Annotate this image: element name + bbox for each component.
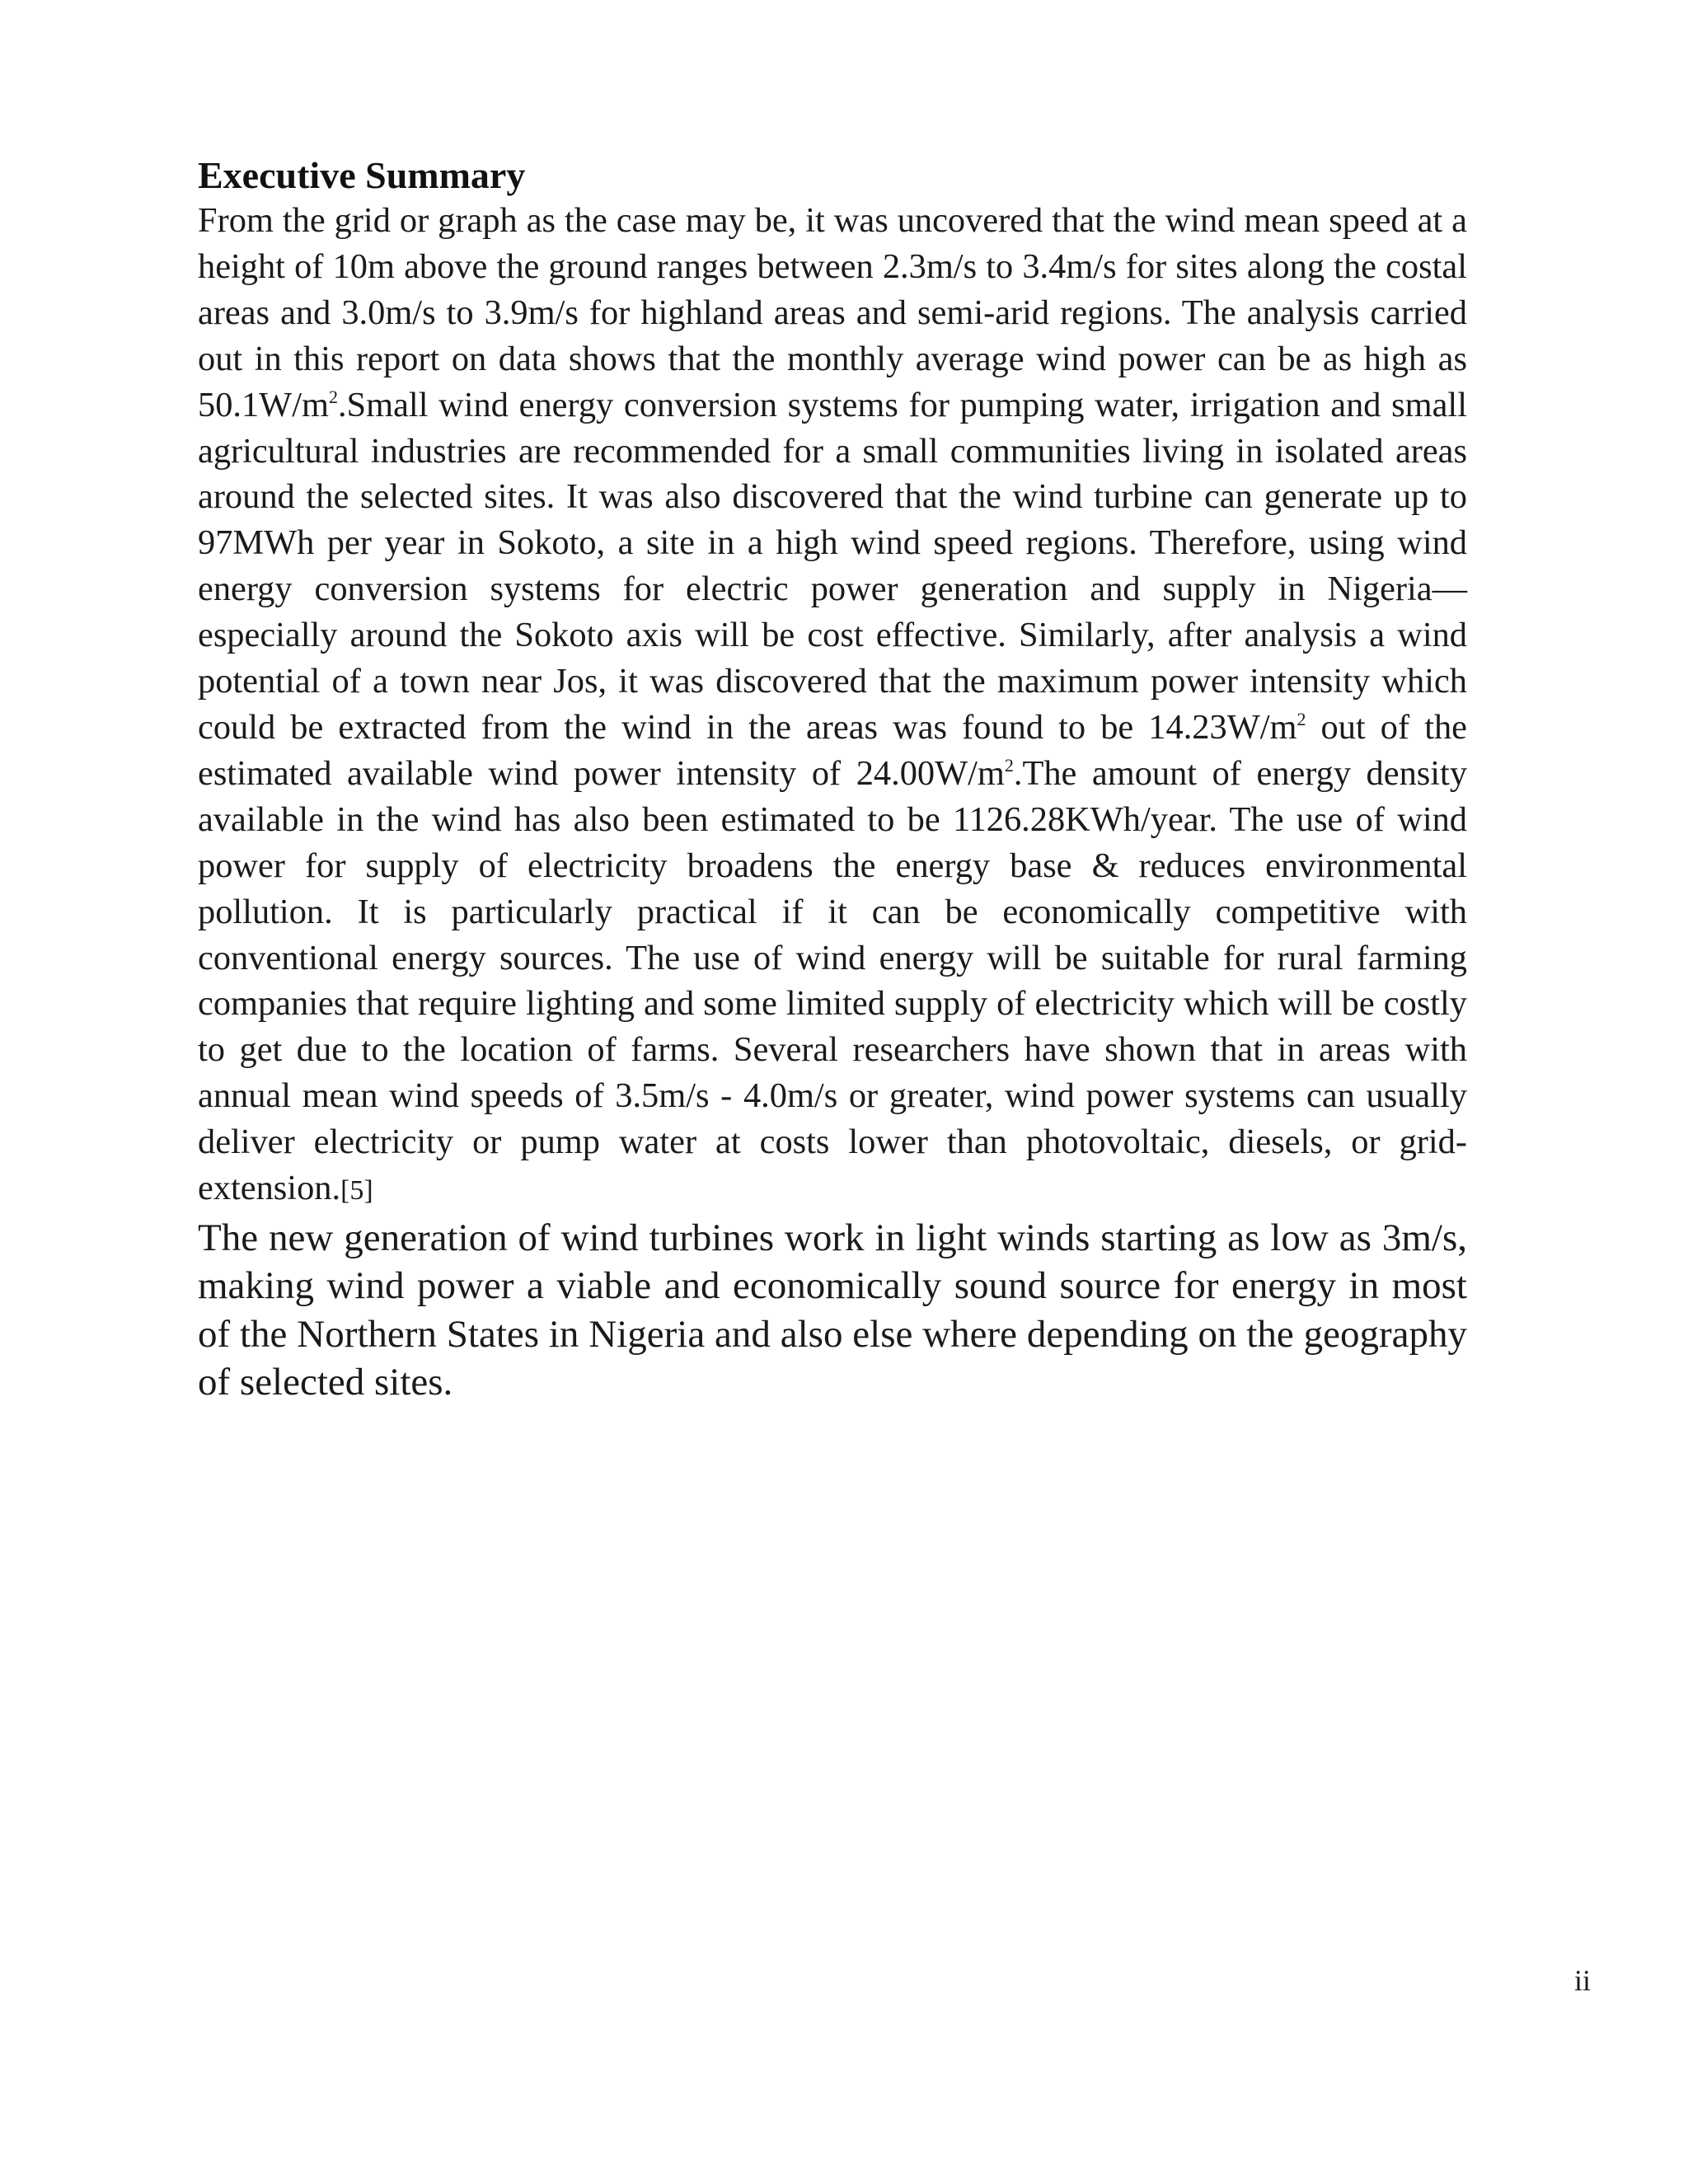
summary-paragraph-2: The new generation of wind turbines work in light winds starting as low as 3m/s, making wind power a viable and economically sound source for energy in most of the Northern States in Nigeria and also else where depending on the geography of selected sites. — [198, 1216, 1467, 1404]
summary-paragraph-1 — [198, 198, 1467, 1214]
document-body — [198, 153, 1467, 1407]
paragraph-text: From the grid or graph as the case may be, it was uncovered that the wind mean speed at a height of 10m above the ground ranges between 2.3m/s to 3.4m/s for sites along the costal areas and 3.0m/s to 3.9m/s for highland areas and semi-arid regions. The analysis carried out in this report on data shows that the monthly average wind power can be as high as 50.1W/m — [198, 201, 1467, 424]
section-heading: Executive Summary — [198, 154, 526, 196]
superscript: 2 — [1004, 754, 1014, 776]
citation-reference: [5] — [340, 1175, 373, 1207]
paragraph-text: .The amount of energy density available in the wind has also been estimated to be 1126.28KWh/year. The use of wind power for supply of electricity broadens the energy base & reduces environmental pollution. It is particularly practical if it can be economically competitive with conventional energy sources. The use of wind energy will be suitable for rural farming companies that require lighting and some limited supply of electricity which will be costly to get due to the location of farms. Several researchers have shown that in areas with annual mean wind speeds of 3.5m/s - 4.0m/s or greater, wind power systems can usually deliver electricity or pump water at costs lower than photovoltaic, diesels, or grid-extension. — [198, 753, 1468, 1208]
superscript: 2 — [328, 386, 338, 407]
page-number: ii — [1573, 1964, 1591, 1997]
superscript: 2 — [1296, 708, 1306, 729]
paragraph-text: out of the estimated available wind power intensity of 24.00W/m — [198, 707, 1467, 793]
paragraph-text: .Small wind energy conversion systems for pumping water, irrigation and small agricultural industries are recommended for a small communities living in isolated areas around the selected sites. It was also discovered that the wind turbine can generate up to 97MWh per year in Sokoto, a site in a high wind speed regions. Therefore, using wind energy conversion systems for electric power generation and supply in Nigeria—especially around the Sokoto axis will be cost effective. Similarly, after analysis a wind potential of a town near Jos, it was discovered that the maximum power intensity which could be extracted from the wind in the areas was found to be 14.23W/m — [198, 385, 1467, 747]
